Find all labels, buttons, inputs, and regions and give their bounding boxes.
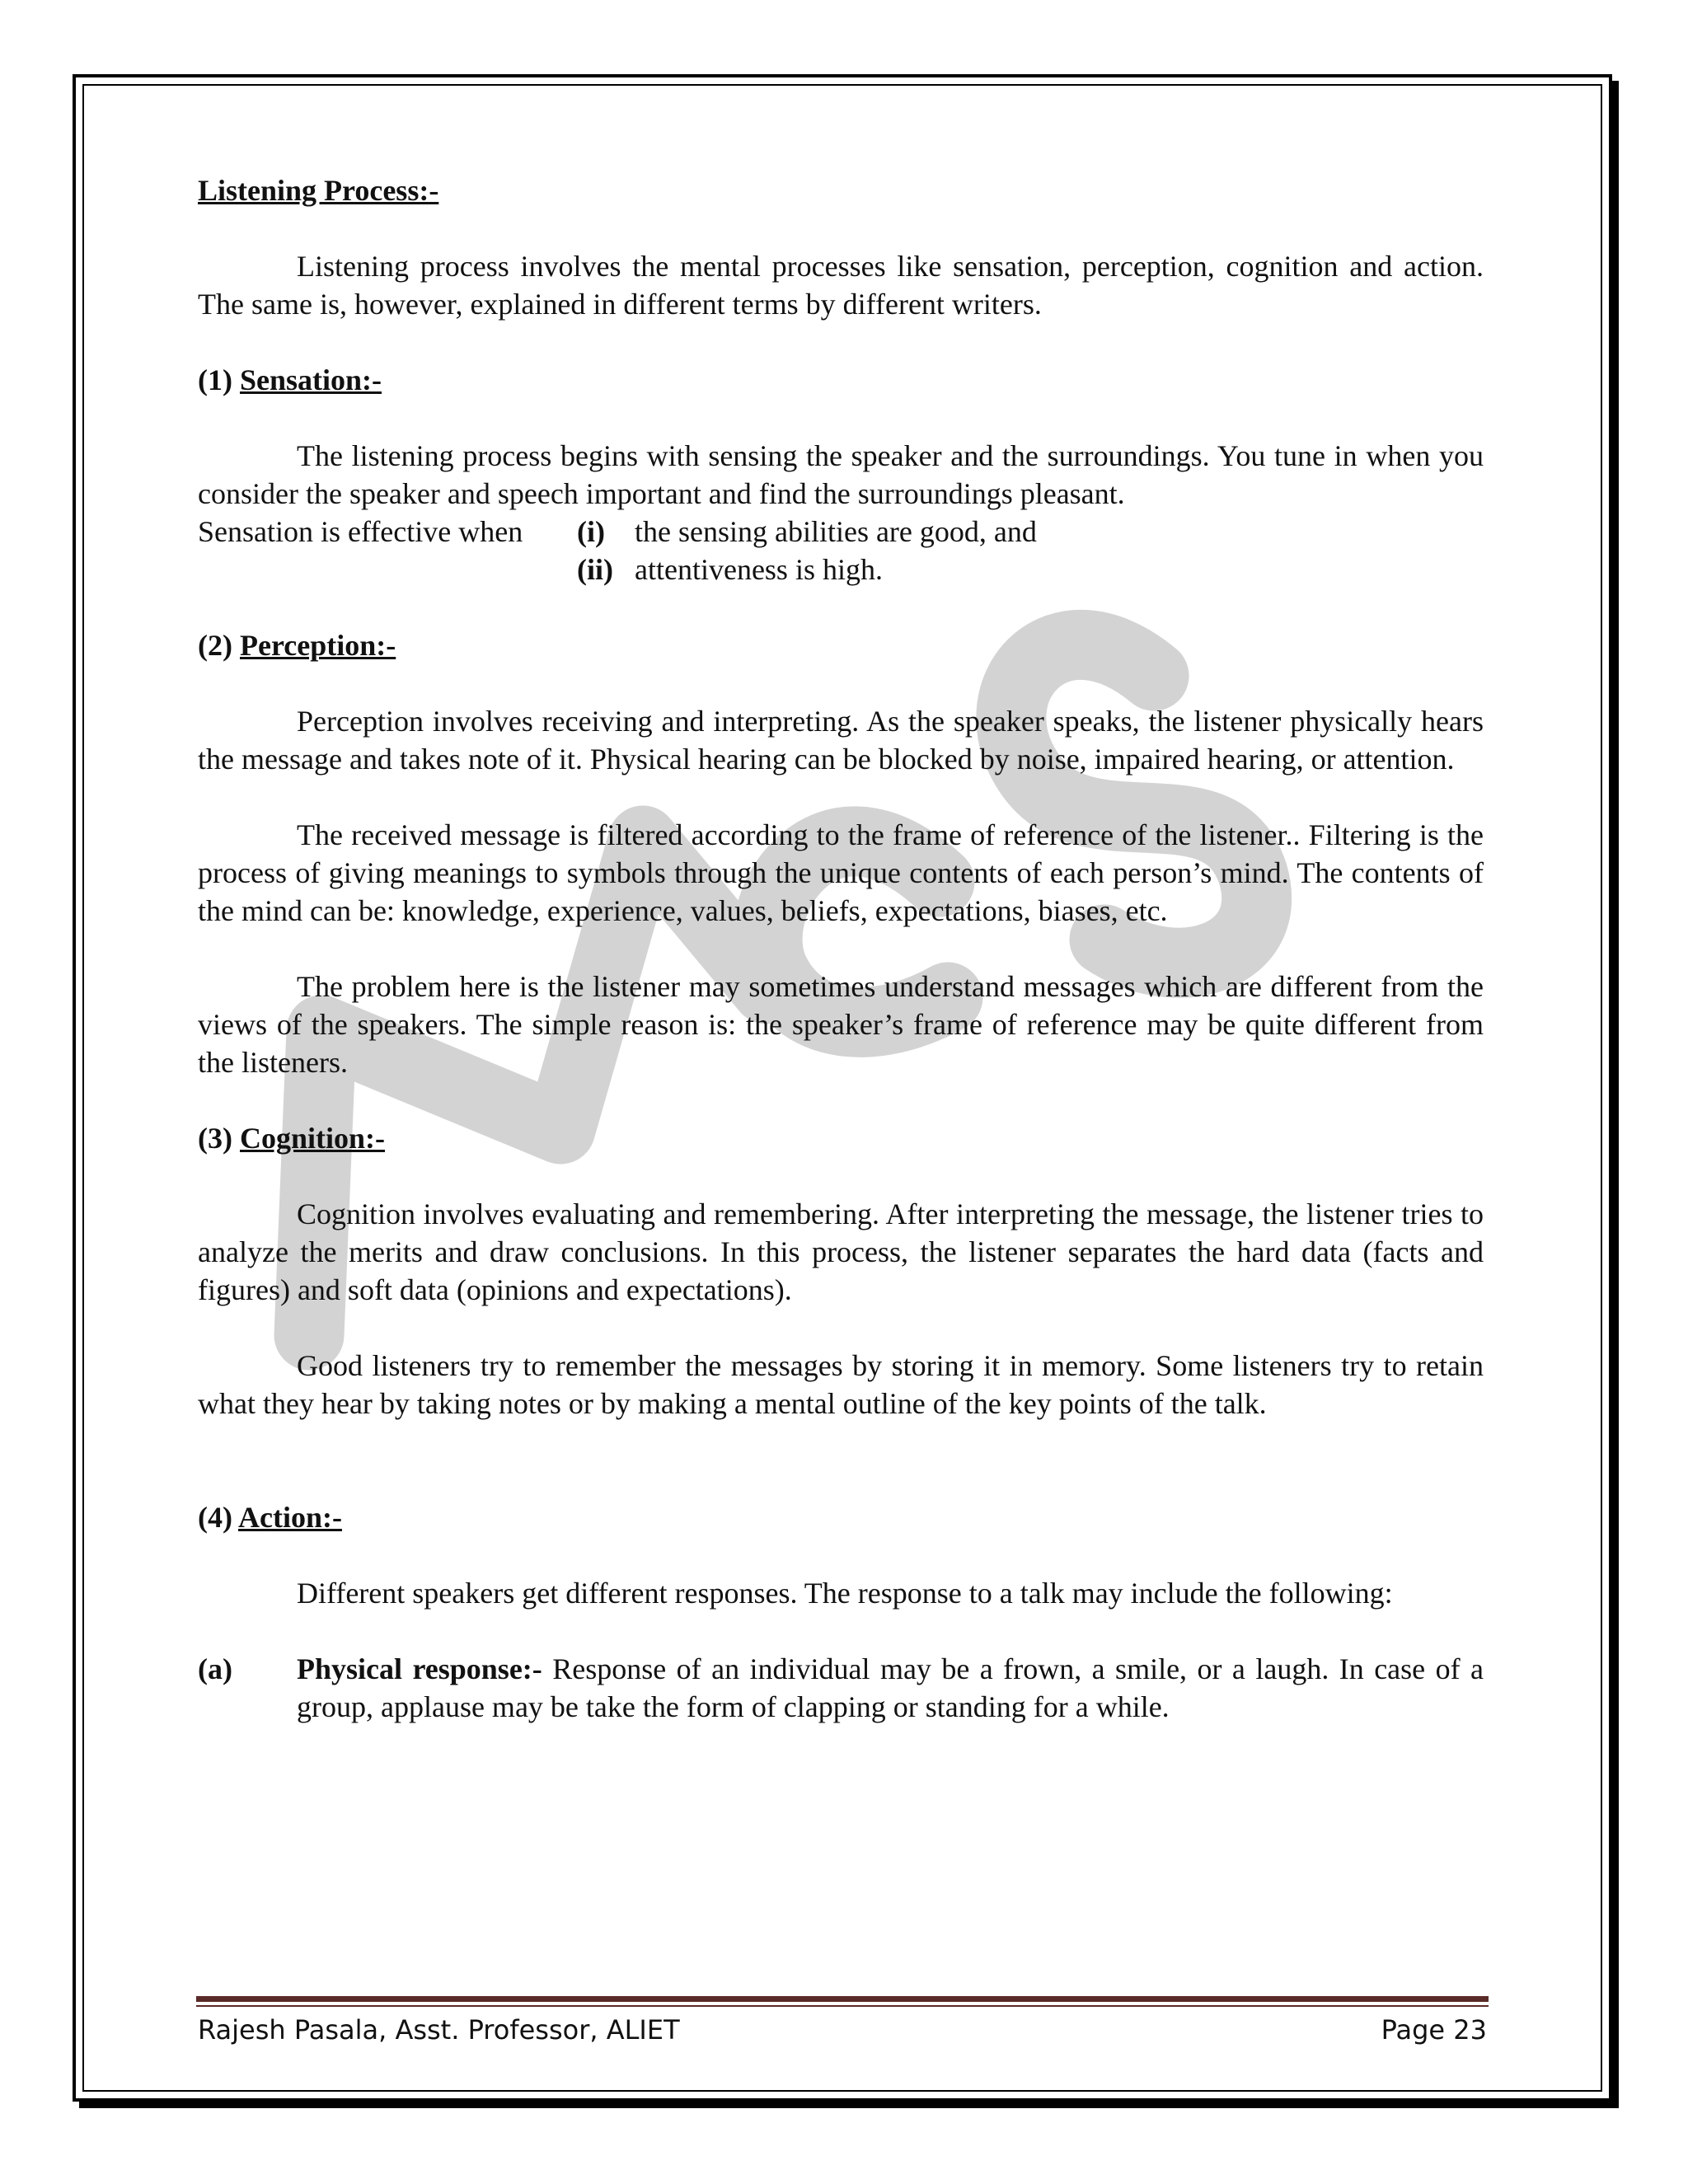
action-paragraph: Different speakers get different responses. The response to a talk may include the following: (297, 1577, 1393, 1610)
condition-text: attentiveness is high. (635, 553, 883, 586)
sensation-condition-1 (198, 513, 1484, 551)
sensation-number: (1) (198, 363, 232, 396)
section-title: Listening Process:- (198, 174, 439, 207)
sensation-title: Sensation:- (239, 363, 382, 396)
page-footer (198, 2009, 1487, 2050)
condition-label: (ii) (577, 553, 613, 586)
perception-number: (2) (198, 629, 232, 662)
condition-label: (i) (577, 515, 605, 548)
perception-paragraph-2: The received message is filtered according to the frame of reference of the listener.. Filtering is the process of giving meanings to symbols through the unique contents of each person’s mind. The contents of the mind can be: knowledge, experience, values, beliefs, expectations, biases, etc. (198, 818, 1484, 927)
sensation-condition-lead: Sensation is effective when (198, 515, 523, 548)
perception-paragraph-1: Perception involves receiving and interpreting. As the speaker speaks, the listener physically hears the message and takes note of it. Physical hearing can be blocked by noise, impaired hearing, or attention. (198, 705, 1484, 776)
cognition-paragraph-1: Cognition involves evaluating and remembering. After interpreting the message, the listener tries to analyze the merits and draw conclusions. In this process, the listener separates the hard data (facts and figures) and soft data (opinions and expectations). (198, 1197, 1484, 1306)
footer-author: Rajesh Pasala, Asst. Professor, ALIET (198, 2014, 680, 2046)
item-term: Physical response:- (297, 1652, 542, 1685)
action-title: Action:- (238, 1501, 342, 1534)
condition-text: the sensing abilities are good, and (635, 515, 1037, 548)
cognition-paragraph-2: Good listeners try to remember the messages by storing it in memory. Some listeners try to retain what they hear by taking notes or by making a mental outline of the key points of the talk. (198, 1349, 1484, 1420)
item-text: Response of an individual may be a frown, a smile, or a laugh. In case of a group, applause may be take the form of clapping or standing for a while. (297, 1652, 1484, 1723)
action-heading (198, 1498, 1484, 1536)
cognition-title: Cognition:- (239, 1122, 385, 1155)
footer-rule-thin (196, 2005, 1489, 2007)
sensation-paragraph: The listening process begins with sensing the speaker and the surroundings. You tune in when you consider the speaker and speech important and find the surroundings pleasant. (198, 439, 1484, 510)
sensation-condition-2 (198, 551, 1484, 588)
cognition-number: (3) (198, 1122, 232, 1155)
item-label: (a) (198, 1652, 232, 1685)
list-item (198, 1650, 1484, 1726)
intro-paragraph: Listening process involves the mental processes like sensation, perception, cognition and action. The same is, however, explained in different terms by different writers. (198, 250, 1484, 321)
perception-paragraph-3: The problem here is the listener may sometimes understand messages which are different from the views of the speakers. The simple reason is: the speaker’s frame of reference may be quite different from the listeners. (198, 970, 1484, 1079)
perception-title: Perception:- (239, 629, 396, 662)
sensation-heading (198, 361, 1484, 399)
action-number: (4) (198, 1501, 232, 1534)
page-number: Page 23 (1381, 2014, 1487, 2046)
cognition-heading (198, 1119, 1484, 1157)
perception-heading (198, 626, 1484, 664)
document-body (198, 171, 1484, 1764)
footer-rule (196, 1996, 1489, 2002)
